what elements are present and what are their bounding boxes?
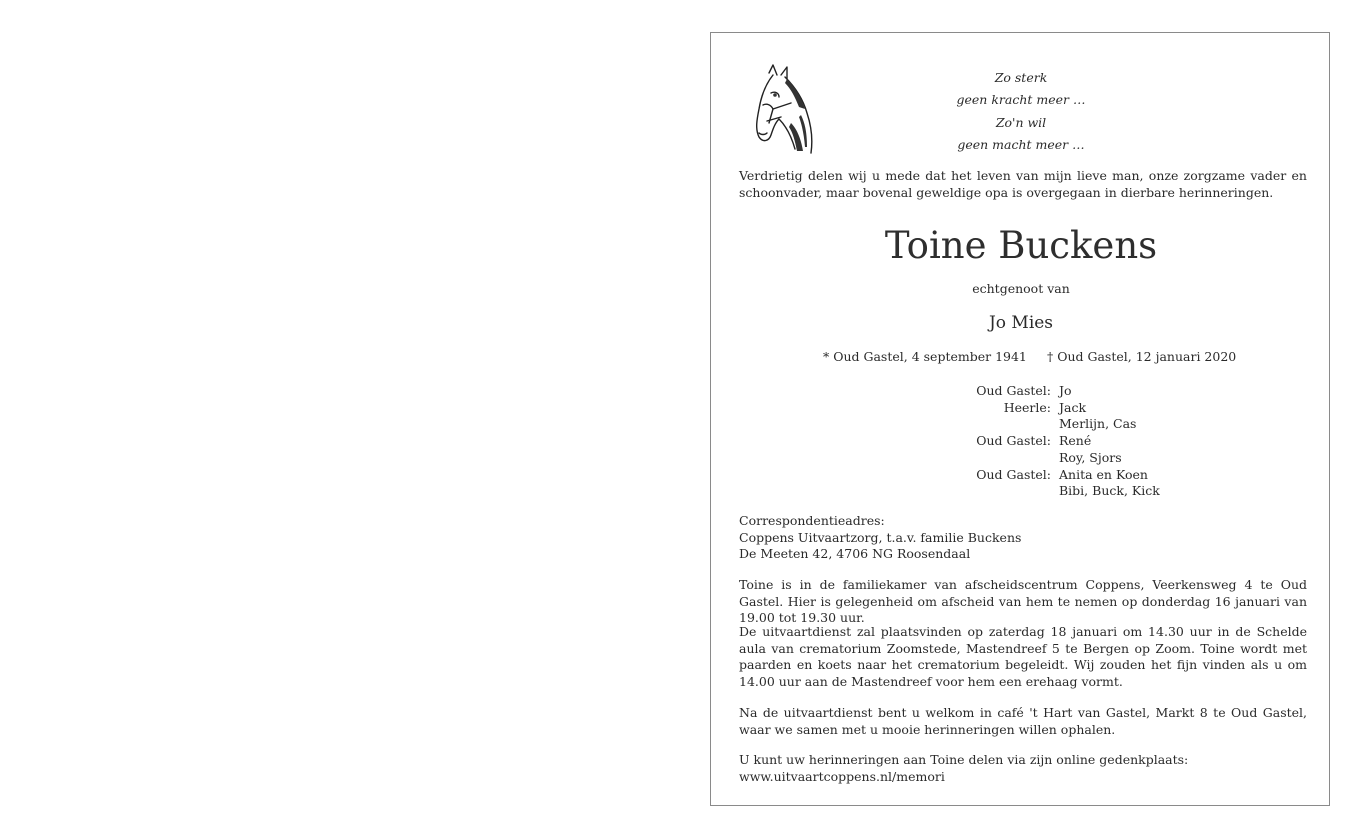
family-names: René	[1059, 433, 1092, 449]
correspondence-address	[739, 513, 1307, 563]
death-info: † Oud Gastel, 12 januari 2020	[1047, 349, 1237, 364]
birth-info: * Oud Gastel, 4 september 1941	[823, 349, 1027, 364]
family-names: Roy, Sjors	[1059, 449, 1122, 465]
family-row	[941, 416, 1160, 433]
family-place	[941, 450, 1059, 467]
after-service-paragraph: Na de uitvaartdienst bent u welkom in café 't Hart van Gastel, Markt 8 te Oud Gastel, waar we samen met u mooie herinneringen willen ophalen.	[739, 705, 1307, 737]
memories-text: U kunt uw herinneringen aan Toine delen via zijn online gedenkplaats:	[739, 752, 1189, 767]
funeral-notice-card	[710, 32, 1330, 806]
family-place: Heerle:	[1003, 399, 1051, 415]
family-place	[941, 416, 1059, 433]
spouse-label: echtgenoot van	[972, 281, 1070, 296]
family-row	[941, 400, 1160, 417]
poem-line: geen kracht meer …	[956, 92, 1086, 108]
memories-paragraph	[739, 752, 1307, 785]
poem-line: Zo sterk	[994, 70, 1048, 85]
family-names: Jo	[1059, 383, 1072, 398]
family-names: Anita en Koen	[1059, 466, 1148, 482]
viewing-paragraph: Toine is in de familiekamer van afscheidscentrum Coppens, Veerkensweg 4 te Oud Gastel. Hier is gelegenheid om afscheid van hem te nemen op donderdag 16 januari van 19.00 tot 19.30 uur.	[739, 577, 1307, 626]
family-row	[941, 383, 1160, 400]
family-place: Oud Gastel:	[976, 466, 1051, 482]
family-names: Jack	[1059, 399, 1087, 415]
correspondence-label: Correspondentieadres:	[739, 513, 885, 528]
family-row	[941, 450, 1160, 467]
correspondence-line: Coppens Uitvaartzorg, t.a.v. familie Buckens	[739, 529, 1022, 545]
family-row	[941, 483, 1160, 500]
correspondence-line: De Meeten 42, 4706 NG Roosendaal	[739, 546, 971, 562]
deceased-name: Toine Buckens	[884, 224, 1158, 267]
horse-head-icon	[751, 63, 817, 155]
service-paragraph: De uitvaartdienst zal plaatsvinden op zaterdag 18 januari om 14.30 uur in de Schelde aula van crematorium Zoomstede, Mastendreef 5 te Bergen op Zoom. Toine wordt met paarden en koets naar het crematorium begeleidt. Wij zouden het fijn vinden als u om 14.00 uur aan de Mastendreef voor hem een erehaag vormt.	[739, 624, 1307, 690]
spouse-name: Jo Mies	[988, 313, 1054, 333]
family-place	[941, 483, 1059, 500]
intro-text: Verdrietig delen wij u mede dat het leven van mijn lieve man, onze zorgzame vader en schoonvader, maar bovenal geweldige opa is overgegaan in dierbare herinneringen.	[739, 168, 1307, 200]
family-place: Oud Gastel:	[976, 433, 1051, 449]
family-row	[941, 467, 1160, 484]
poem-line: geen macht meer …	[957, 137, 1085, 153]
family-place: Oud Gastel:	[976, 383, 1051, 398]
family-names: Merlijn, Cas	[1059, 416, 1137, 432]
memorial-url-link[interactable]: www.uitvaartcoppens.nl/memori	[739, 768, 945, 784]
family-names: Bibi, Buck, Kick	[1059, 483, 1160, 499]
poem-line: Zo'n wil	[995, 114, 1047, 130]
family-row	[941, 433, 1160, 450]
poem	[911, 67, 1131, 157]
family-list	[941, 383, 1160, 500]
